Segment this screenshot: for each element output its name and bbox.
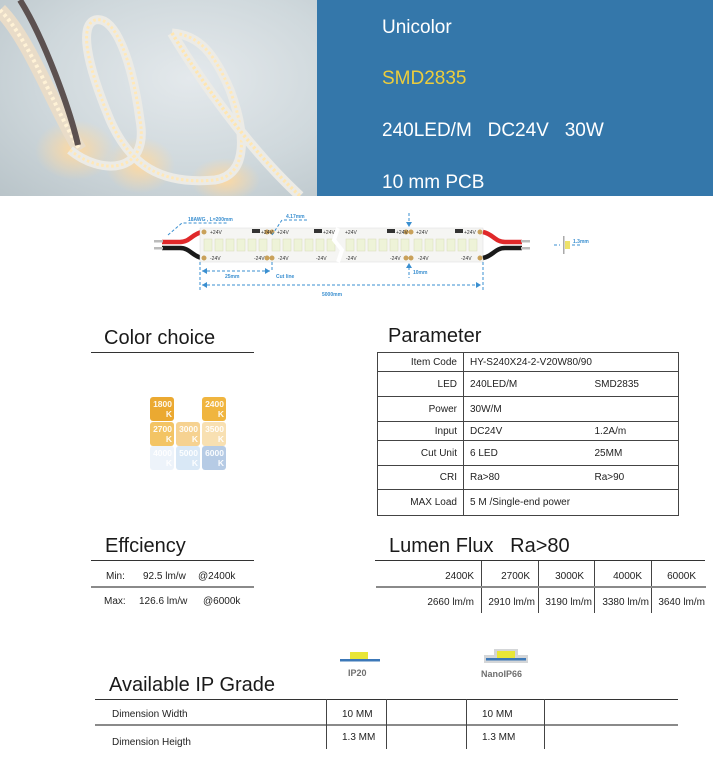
svg-text:+24V: +24V bbox=[277, 230, 289, 236]
lumen-value: 3640 lm/m bbox=[658, 597, 705, 608]
ip-row-label-height: Dimension Heigth bbox=[112, 737, 191, 748]
param-key: MAX Load bbox=[378, 490, 464, 516]
efficiency-title: Effciency bbox=[105, 535, 186, 557]
column-divider bbox=[466, 699, 467, 749]
efficiency-value: 126.6 lm/w bbox=[139, 596, 188, 607]
param-value: HY-S240X24-2-V20W80/90 bbox=[464, 353, 679, 372]
column-divider bbox=[544, 699, 545, 749]
lumen-flux-title: Lumen Flux Ra>80 bbox=[389, 535, 570, 557]
strip-dimension-diagram bbox=[150, 210, 590, 300]
swatch-3500k[interactable]: 3500 K bbox=[202, 422, 226, 446]
color-choice-divider bbox=[91, 352, 254, 353]
svg-text:Cut line: Cut line bbox=[276, 274, 295, 280]
lumen-value: 2910 lm/m bbox=[488, 597, 535, 608]
svg-text:10mm: 10mm bbox=[413, 270, 428, 276]
svg-text:+24V: +24V bbox=[416, 230, 428, 236]
svg-text:-24V: -24V bbox=[461, 256, 472, 262]
efficiency-label: Min: bbox=[106, 571, 125, 582]
svg-text:1.3mm: 1.3mm bbox=[573, 239, 589, 245]
nanoip66-profile-icon bbox=[482, 647, 530, 665]
lumen-header: 2400K bbox=[445, 571, 474, 582]
color-choice-title: Color choice bbox=[104, 327, 216, 349]
lumen-header: 4000K bbox=[613, 571, 642, 582]
param-value: DC24V bbox=[464, 422, 589, 441]
lumen-row-divider bbox=[376, 586, 706, 588]
svg-text:25mm: 25mm bbox=[225, 274, 240, 280]
hero-type: Unicolor bbox=[382, 17, 452, 38]
efficiency-divider bbox=[91, 560, 254, 561]
ip20-profile-icon bbox=[338, 650, 382, 664]
param-key: LED bbox=[378, 372, 464, 397]
svg-text:-24V: -24V bbox=[346, 256, 357, 262]
lumen-value: 3190 lm/m bbox=[545, 597, 592, 608]
svg-text:-24V: -24V bbox=[254, 256, 265, 262]
efficiency-cct: @2400k bbox=[198, 571, 236, 582]
param-value: Ra>80 bbox=[464, 466, 589, 490]
svg-text:+24V: +24V bbox=[210, 230, 222, 236]
efficiency-value: 92.5 lm/w bbox=[143, 571, 186, 582]
lumen-header: 3000K bbox=[555, 571, 584, 582]
param-row-cut-unit bbox=[378, 441, 679, 466]
param-row-max-load bbox=[378, 490, 679, 516]
hero-specs: 240LED/M DC24V 30W bbox=[382, 120, 604, 141]
param-row-input bbox=[378, 422, 679, 441]
param-value-2: 25MM bbox=[589, 441, 679, 466]
product-photo bbox=[0, 0, 317, 196]
swatch-2700k[interactable]: 2700 K bbox=[150, 422, 174, 446]
led-strip-photo-icon bbox=[0, 0, 317, 196]
swatch-4000k[interactable]: 4000 K bbox=[150, 446, 174, 470]
swatch-2400k[interactable]: 2400 K bbox=[202, 397, 226, 421]
swatch-5000k[interactable]: 5000 K bbox=[176, 446, 200, 470]
svg-text:-24V: -24V bbox=[418, 256, 429, 262]
param-row-led bbox=[378, 372, 679, 397]
svg-text:-24V: -24V bbox=[210, 256, 221, 262]
param-value: 240LED/M bbox=[464, 372, 589, 397]
param-key: Item Code bbox=[378, 353, 464, 372]
swatch-1800k[interactable]: 1800 K bbox=[150, 397, 174, 421]
ip20-label: IP20 bbox=[348, 668, 367, 678]
param-key: Input bbox=[378, 422, 464, 441]
param-value-2: SMD2835 bbox=[589, 372, 679, 397]
svg-text:+24V: +24V bbox=[323, 230, 335, 236]
strip-diagram-icon bbox=[150, 210, 590, 300]
param-value-2: Ra>90 bbox=[589, 466, 679, 490]
swatch-6000k[interactable]: 6000 K bbox=[202, 446, 226, 470]
ip20-width: 10 MM bbox=[342, 709, 373, 720]
param-value: 30W/M bbox=[464, 397, 589, 422]
lumen-value: 2660 lm/m bbox=[427, 597, 474, 608]
hero-spec-panel bbox=[317, 0, 713, 196]
efficiency-row-divider bbox=[91, 586, 254, 588]
column-divider bbox=[386, 699, 387, 749]
svg-text:+24V: +24V bbox=[261, 230, 273, 236]
lumen-header: 2700K bbox=[501, 571, 530, 582]
ip-row-label-width: Dimension Width bbox=[112, 709, 188, 720]
ip20-height: 1.3 MM bbox=[342, 732, 376, 743]
svg-text:-24V: -24V bbox=[316, 256, 327, 262]
param-value-2: 1.2A/m bbox=[589, 422, 679, 441]
ip-grade-title: Available IP Grade bbox=[109, 674, 276, 696]
lumen-value: 3380 lm/m bbox=[602, 597, 649, 608]
param-row-item-code bbox=[378, 353, 679, 372]
efficiency-label: Max: bbox=[104, 596, 126, 607]
hero-banner bbox=[0, 0, 713, 196]
column-divider bbox=[326, 699, 327, 749]
parameter-table bbox=[377, 352, 679, 516]
svg-text:18AWG , L=200mm: 18AWG , L=200mm bbox=[188, 217, 233, 223]
hero-led-type: SMD2835 bbox=[382, 68, 467, 89]
svg-text:4.17mm: 4.17mm bbox=[286, 214, 305, 220]
parameter-title: Parameter bbox=[388, 325, 482, 347]
lumen-flux-table bbox=[376, 561, 706, 613]
swatch-3000k[interactable]: 3000 K bbox=[176, 422, 200, 446]
efficiency-cct: @6000k bbox=[203, 596, 241, 607]
nanoip66-label: NanoIP66 bbox=[481, 669, 523, 679]
svg-text:+24V: +24V bbox=[345, 230, 357, 236]
param-row-cri bbox=[378, 466, 679, 490]
param-row-power bbox=[378, 397, 679, 422]
param-value: 5 M /Single-end power bbox=[464, 490, 679, 516]
param-value: 6 LED bbox=[464, 441, 589, 466]
svg-text:5000mm: 5000mm bbox=[322, 292, 343, 298]
param-key: CRI bbox=[378, 466, 464, 490]
lumen-header: 6000K bbox=[667, 571, 696, 582]
nanoip66-height: 1.3 MM bbox=[482, 732, 516, 743]
param-key: Cut Unit bbox=[378, 441, 464, 466]
svg-text:-24V: -24V bbox=[390, 256, 401, 262]
svg-text:-24V: -24V bbox=[278, 256, 289, 262]
param-value-2 bbox=[589, 397, 679, 422]
nanoip66-width: 10 MM bbox=[482, 709, 513, 720]
svg-text:+24V: +24V bbox=[464, 230, 476, 236]
param-key: Power bbox=[378, 397, 464, 422]
svg-text:+24V: +24V bbox=[396, 230, 408, 236]
hero-pcb-width: 10 mm PCB bbox=[382, 172, 485, 193]
